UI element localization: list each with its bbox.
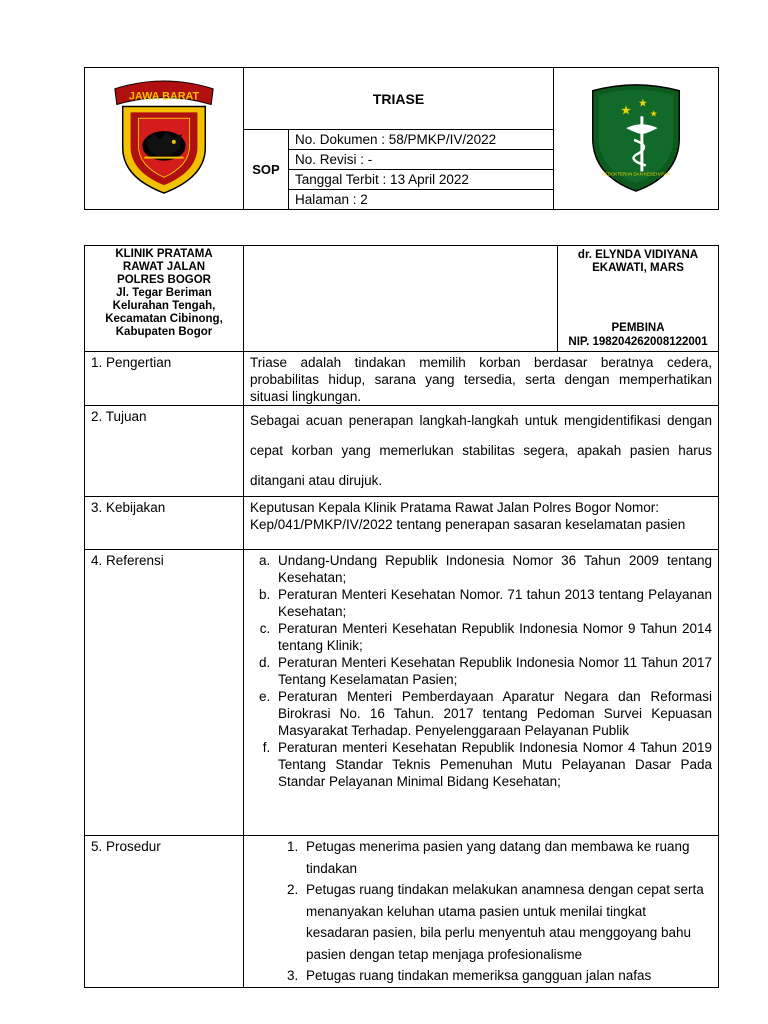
list-item: 2. Petugas ruang tindakan melakukan anamnesa dengan cepat serta menanyakan keluhan utama pasien untuk menilai tingkat kesadaran pasien, bila perlu menyentuh atau menggoyang bahu pasien dengan tetap menjaga profesionalisme: [302, 879, 712, 965]
polres-logo-icon: [105, 77, 223, 195]
signer-rank: PEMBINA: [611, 322, 665, 334]
section-label: 5. Prosedur: [85, 836, 244, 988]
clinic-line: Kecamatan Cibinong,: [105, 313, 223, 325]
section-label: 1. Pengertian: [85, 352, 244, 406]
procedure-list: [250, 836, 712, 987]
main-table: [84, 245, 719, 988]
blank-cell: [244, 246, 558, 352]
svg-text:★: ★: [637, 96, 648, 110]
list-item: 3. Petugas ruang tindakan memeriksa gangguan jalan nafas: [302, 965, 712, 987]
meta-page: Halaman : 2: [289, 190, 554, 210]
clinic-line: Kabupaten Bogor: [115, 326, 213, 338]
right-logo-cell: [554, 68, 719, 210]
svg-text:JAWA BARAT: JAWA BARAT: [128, 90, 200, 103]
list-item: b. Peraturan Menteri Kesehatan Nomor. 71 tahun 2013 tentang Pelayanan Kesehatan;: [274, 586, 712, 620]
header-table: [84, 67, 719, 210]
dokkes-logo-icon: [586, 77, 686, 195]
clinic-line: RAWAT JALAN: [122, 261, 206, 273]
clinic-identity: [85, 246, 244, 352]
signer-name-line: dr. ELYNDA VIDIYANA: [577, 249, 699, 261]
left-logo-cell: [85, 68, 244, 210]
section-prosedur: [244, 836, 719, 988]
section-label: 3. Kebijakan: [85, 497, 244, 550]
sop-label: SOP: [244, 130, 289, 210]
list-item: e. Peraturan Menteri Pemberdayaan Aparatur Negara dan Reformasi Birokrasi No. 16 Tahun. 2017 tentang Pedoman Survei Kepuasan Masyarakat Terhadap. Penyelenggaraan Pelayanan Publik: [274, 688, 712, 739]
svg-text:★: ★: [649, 109, 658, 120]
section-label: 4. Referensi: [85, 550, 244, 836]
list-item: f. Peraturan menteri Kesehatan Republik Indonesia Nomor 4 Tahun 2019 Tentang Standar Teknis Pemenuhan Mutu Pelayanan Dasar Pada Standar Pelayanan Minimal Bidang Kesehatan;: [274, 739, 712, 790]
clinic-line: Jl. Tegar Beriman: [116, 287, 212, 299]
list-item: c. Peraturan Menteri Kesehatan Republik Indonesia Nomor 9 Tahun 2014 tentang Klinik;: [274, 620, 712, 654]
clinic-line: Kelurahan Tengah,: [112, 300, 216, 312]
svg-text:★: ★: [620, 103, 632, 119]
signer-nip: NIP. 198204262008122001: [568, 336, 708, 348]
list-item: a. Undang-Undang Republik Indonesia Nomor 36 Tahun 2009 tentang Kesehatan;: [274, 552, 712, 586]
section-text-kebijakan: Keputusan Kepala Klinik Pratama Rawat Jalan Polres Bogor Nomor: Kep/041/PMKP/IV/2022 tentang penerapan sasaran keselamatan pasien: [244, 497, 719, 550]
list-item: d. Peraturan Menteri Kesehatan Republik Indonesia Nomor 11 Tahun 2017 Tentang Keselamatan Pasien;: [274, 654, 712, 688]
clinic-line: POLRES BOGOR: [117, 274, 211, 286]
svg-text:KEDOKTERAN DAN KESEHATAN: KEDOKTERAN DAN KESEHATAN: [601, 171, 671, 177]
meta-doc-number: No. Dokumen : 58/PMKP/IV/2022: [289, 130, 554, 150]
signer-name-line: EKAWATI, MARS: [592, 262, 684, 274]
meta-issue-date: Tanggal Terbit : 13 April 2022: [289, 170, 554, 190]
list-item: 1. Petugas menerima pasien yang datang dan membawa ke ruang tindakan: [302, 836, 712, 879]
reference-list: [250, 552, 712, 790]
section-label: 2. Tujuan: [85, 406, 244, 497]
document-title: TRIASE: [244, 68, 554, 130]
section-text-pengertian: Triase adalah tindakan memilih korban berdasar beratnya cedera, probabilitas hidup, sarana yang tersedia, serta dengan memperhatikan situasi lingkungan.: [244, 352, 719, 406]
signature-block: [558, 246, 719, 352]
clinic-line: KLINIK PRATAMA: [115, 248, 213, 260]
meta-revision: No. Revisi : -: [289, 150, 554, 170]
section-referensi: [244, 550, 719, 836]
section-text-tujuan: Sebagai acuan penerapan langkah-langkah untuk mengidentifikasi dengan cepat korban yang memerlukan stabilitas segera, apakah pasien harus ditangani atau dirujuk.: [244, 406, 719, 497]
